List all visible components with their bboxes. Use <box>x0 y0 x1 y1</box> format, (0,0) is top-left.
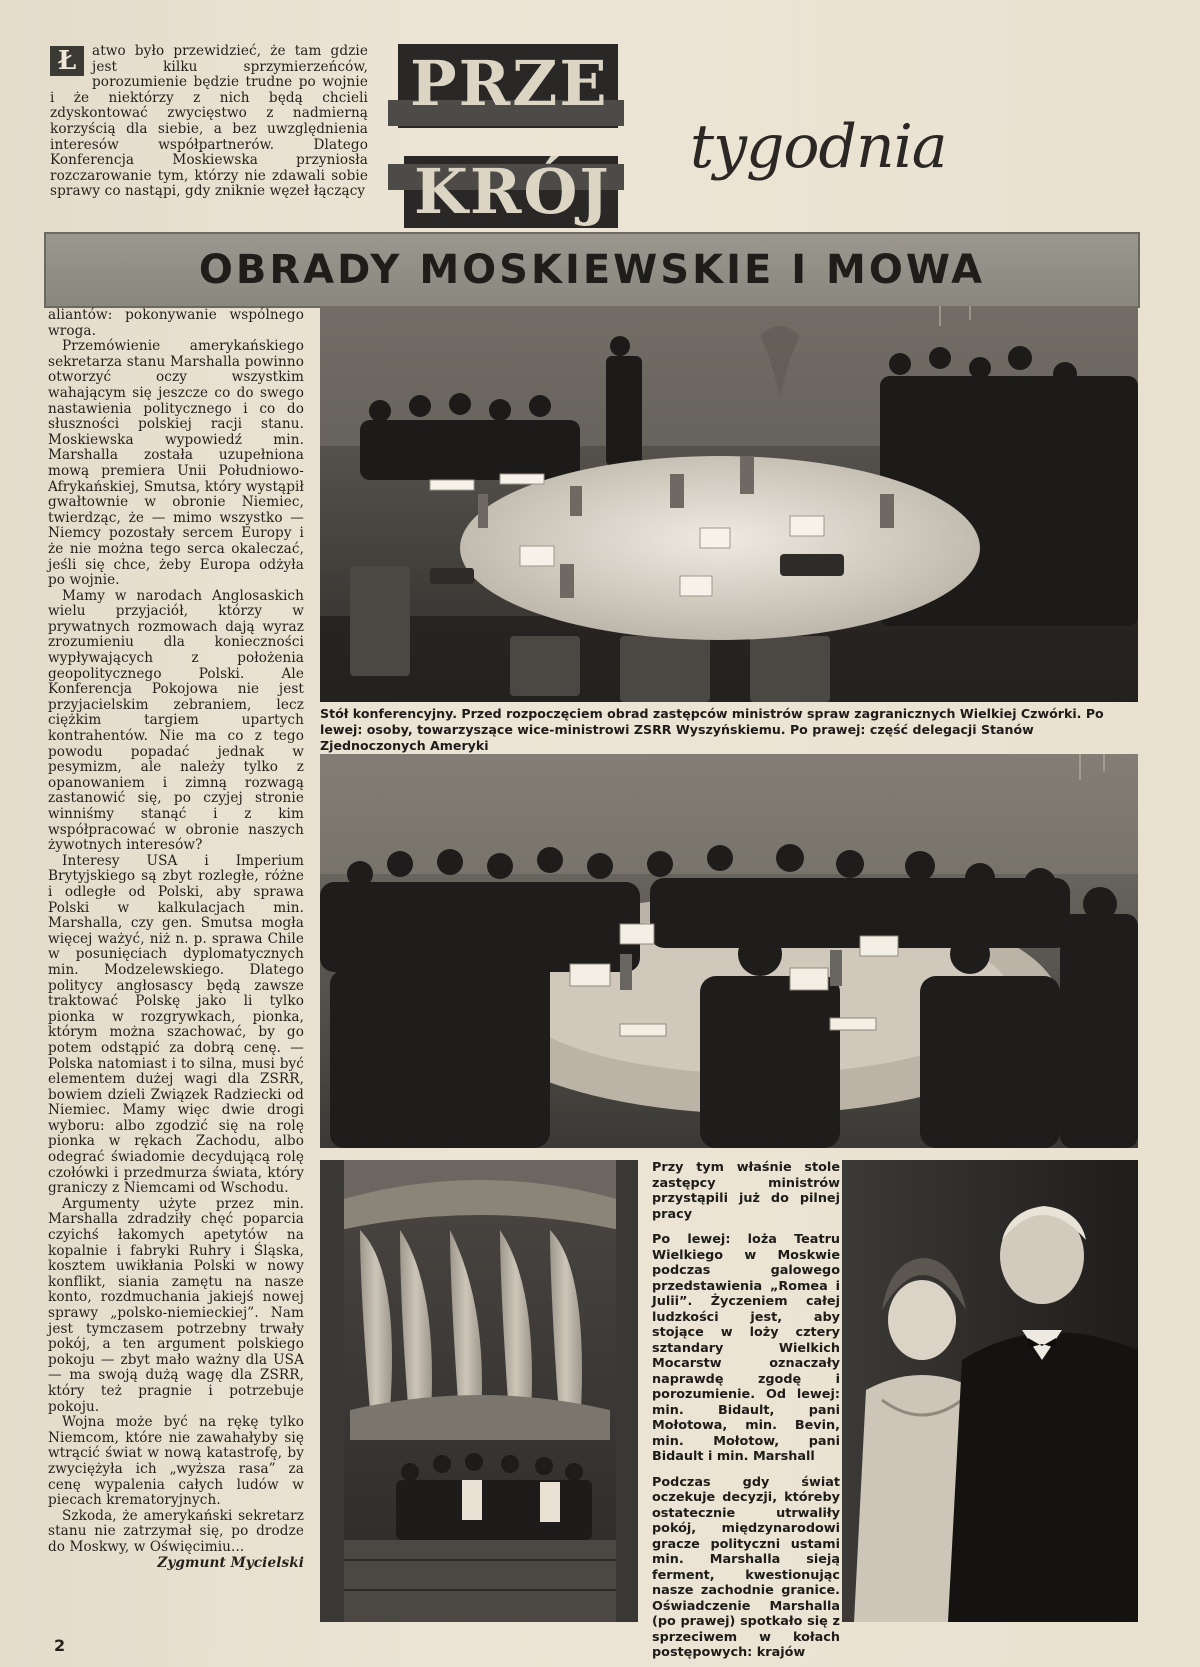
photo-deputies-working <box>320 754 1138 1148</box>
article-paragraph: Szkoda, że amerykański sekretarz stanu nie zatrzymał się, po drodze do Moskwy, w Oświęcimiu... <box>48 1507 304 1555</box>
article-continuation: aliantów: pokonywanie wspólnego wroga. <box>48 307 304 339</box>
masthead-tagline: tygodnia <box>690 112 947 182</box>
right-captions <box>652 1160 840 1660</box>
article-body <box>48 308 304 1630</box>
article-paragraph: Argumenty użyte przez min. Marshalla zdradziły chęć poparcia czyichś łakomych apetytów na kopalnie i fabryki Ruhry i Śląska, kosztem uwikłania Polski w nowy konflikt, siania zamętu na nasze konto, rozdmuchania jakiejś nowej sprawy „polsko-niemieckiej”. Nam jest tymczasem potrzebny trwały pokój, a ten argument polskiego pokoju — zbyt mało ważny dla USA — ma swoją dużą wagę dla ZSRR, który też pragnie i potrzebuje pokoju. <box>48 1195 304 1415</box>
masthead-line-2: KRÓJ <box>414 155 611 228</box>
headline-band <box>44 232 1140 308</box>
masthead-line-1: PRZE <box>410 47 609 120</box>
article-paragraph: Wojna może być na rękę tylko Niemcom, które nie zawahałyby się wtrącić świat w nową katastrofę, by zwyciężyła ich „wyższa rasa” za cenę wypalenia całych ludów w piecach krematoryjnych. <box>48 1414 304 1509</box>
article-paragraph: Interesy USA i Imperium Brytyjskiego są zbyt rozległe, różne i odległe od Polski, aby sprawa Polski w kalkulacjach min. Marshalla, czy gen. Smutsa mogła więcej ważyć, niż n. p. sprawa Chile w posunięciach dyplomatycznych min. Modzelewskiego. Dlatego politycy angłosascy będą zawsze traktować Polskę jako li tylko pionka w rozgrywkach, pionka, którym można szachować, by go potem odstąpić za dobrą cenę. — Polska natomiast i to silna, musi być elementem dużej wagi dla ZSRR, bowiem dzieli Związek Radziecki od Niemiec. Mamy więc dwie drogi wyboru: albo zgodzić się na rolę pionka w rękach Zachodu, albo odegrać świadomie decydującą rolę czołówki i przedmurza świata, który graniczy z Niemcami od Wschodu. <box>48 852 304 1197</box>
photo-theatre-box <box>320 1160 638 1622</box>
photo-2-caption: Przy tym właśnie stole zastępcy ministrów przystąpili już do pilnej pracy <box>652 1160 840 1222</box>
intro-paragraph: atwo było przewidzieć, że tam gdzie jest kilku sprzymierzeńców, porozumienie będzie trudne po wojnie i że niektórzy z nich będą chcieli zdyskontować zwycięstwo z nadmierną korzyścią dla siebie, a bez uwzględnienia interesów współpartnerów. Dlatego Konferencja Moskiewska przyniosła rozczarowanie tym, którzy nie zdawali sobie sprawy co nastąpi, gdy zniknie węzeł łączący <box>50 43 368 200</box>
photo-1-caption: Stół konferencyjny. Przed rozpoczęciem obrad zastępców ministrów spraw zagranicznych Wielkiej Czwórki. Po lewej: osoby, towarzyszące wice-ministrowi ZSRR Wyszyńskiemu. Po prawej: część delegacji Stanów Zjednoczonych Ameryki <box>320 706 1104 753</box>
article-paragraph: Mamy w narodach Anglosaskich wielu przyjaciół, którzy w prywatnych rozmowach dają wyraz zrozumieniu dla konieczności wypływających z położenia geopolitycznego Polski. Ale Konferencja Pokojowa nie jest przyjacielskim zebraniem, lecz ciężkim targiem upartych kontrahentów. Nie ma co z tego powodu popadać jednak w pesymizm, ale należy tylko z opanowaniem i zimną rozwagą zastanowić się, po czyjej stronie winniśmy stanąć i z kim współpracować w obronie naszych żywotnych interesów? <box>48 587 304 854</box>
photo-4-caption: Podczas gdy świat oczekuje decyzji, któreby ostatecznie utrwaliły pokój, międzynarodowi gracze polityczni ustami min. Marshalla sieją ferment, kwestionując nasze zachodnie granice. Oświadczenie Marshalla (po prawej) spotkało się z sprzeciwem w kołach postępowych: krajów <box>652 1474 840 1660</box>
photo-3-caption: Po lewej: loża Teatru Wielkiego w Moskwie podczas galowego przedstawienia „Romea i Julii”. Życzeniem całej ludzkości jest, aby stojące w loży cztery sztandary Wielkich Mocarstw oznaczały naprawdę zgodę i porozumienie. Od lewej: min. Bidault, pani Mołotowa, min. Bevin, min. Mołotow, pani Bidault i min. Marshall <box>652 1232 840 1464</box>
author-signature: Zygmunt Mycielski <box>157 1554 304 1571</box>
headline: OBRADY MOSKIEWSKIE I MOWA <box>198 247 986 293</box>
article-paragraph: Przemówienie amerykańskiego sekretarza stanu Marshalla powinno otworzyć oczy wszystkim wahającym się jeszcze co do swego nastawienia politycznego i co do słuszności polskiej racji stanu. Moskiewska wypowiedź min. Marshalla została uzupełniona mową premiera Unii Południowo-Afrykańskiej, Smutsa, który wystąpił gwałtownie w obronie Niemiec, twierdząc, że — mimo wszystko — Niemcy pozostały sercem Europy i że nie można tego serca okaleczać, jeśli się chce, żeby Europa odżyła po wojnie. <box>48 338 304 589</box>
drop-cap: Ł <box>50 46 84 76</box>
photo-conference-table <box>320 306 1138 702</box>
photo-marshall-portrait <box>842 1160 1138 1622</box>
article-intro <box>50 44 368 230</box>
masthead-logo <box>388 44 624 228</box>
page-number: 2 <box>54 1636 66 1655</box>
